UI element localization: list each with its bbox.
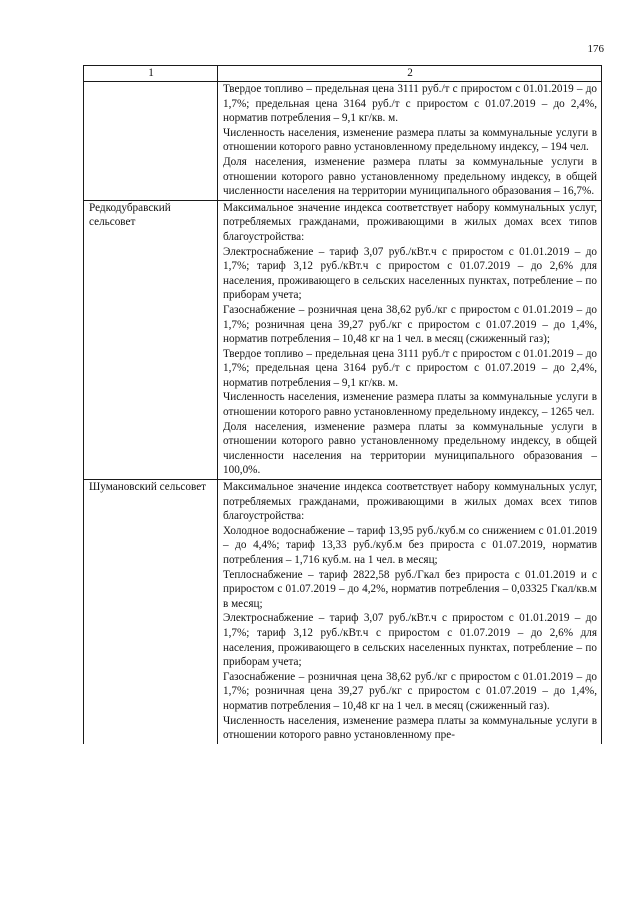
paragraph: Максимальное значение индекса соответствует набору коммунальных услуг, потребляемых гражданами, проживающими в жилых домах всех типов благоустройства: [223,481,597,523]
paragraph: Численность населения, изменение размера платы за коммунальные услуги в отношении которого равно установленному пре- [223,714,597,742]
header-col-1: 1 [84,66,218,82]
tariff-table [83,65,602,744]
page-number: 176 [587,43,604,55]
table-row [84,200,602,479]
paragraph: Доля населения, изменение размера платы за коммунальные услуги в отношении которого равно установленному предельному индексу, в общей численности населения на территории муниципального образования – 16,7%. [223,155,597,198]
description-cell [218,200,602,479]
paragraph: Максимальное значение индекса соответствует набору коммунальных услуг, потребляемых гражданами, проживающими в жилых домах всех типов благоустройства: [223,201,597,243]
description-cell [218,480,602,744]
paragraph: Холодное водоснабжение – тариф 13,95 руб./куб.м со снижением с 01.01.2019 – до 4,4%; тариф 13,33 руб./куб.м без прироста с 01.07.2019, норматив потребления – 1,716 куб.м. на 1 чел. в месяц; [223,524,597,566]
paragraph: Теплоснабжение – тариф 2822,58 руб./Гкал без прироста с 01.01.2019 и с приростом с 01.07.2019 – до 4,2%, норматив потребления – 0,03325 Гкал/кв.м в месяц; [223,568,597,610]
table-row [84,82,602,201]
paragraph: Электроснабжение – тариф 3,07 руб./кВт.ч с приростом с 01.01.2019 – до 1,7%; тариф 3,12 руб./кВт.ч с приростом с 01.07.2019 – до 2,6% для населения, проживающего в сельских населенных пунктах, потребление – по приборам учета; [223,245,597,302]
description-cell [218,82,602,201]
municipality-cell: Редкодубравский сельсовет [84,200,218,479]
municipality-cell: Шумановский сельсовет [84,480,218,744]
table-row [84,480,602,744]
paragraph: Численность населения, изменение размера платы за коммунальные услуги в отношении которого равно установленному предельному индексу, – 1265 чел. [223,391,597,419]
paragraph: Твердое топливо – предельная цена 3111 руб./т с приростом с 01.01.2019 – до 1,7%; предельная цена 3164 руб./т с приростом с 01.07.2019 – до 2,4%, норматив потребления – 9,1 кг/кв. м. [223,83,597,125]
table-header-row [84,66,602,82]
paragraph: Доля населения, изменение размера платы за коммунальные услуги в отношении которого равно установленному предельному индексу, в общей численности населения на территории муниципального образования – 100,0%. [223,420,597,477]
municipality-cell [84,82,218,201]
paragraph: Газоснабжение – розничная цена 38,62 руб./кг с приростом с 01.01.2019 – до 1,7%; розничная цена 39,27 руб./кг с приростом с 01.07.2019 – до 1,4%, норматив потребления – 10,48 кг на 1 чел. в месяц (сжиженный газ). [223,670,597,712]
header-col-2: 2 [218,66,602,82]
paragraph: Твердое топливо – предельная цена 3111 руб./т с приростом с 01.01.2019 – до 1,7%; предельная цена 3164 руб./т с приростом с 01.07.2019 – до 2,4%, норматив потребления – 9,1 кг/кв. м. [223,347,597,389]
paragraph: Электроснабжение – тариф 3,07 руб./кВт.ч с приростом с 01.01.2019 – до 1,7%; тариф 3,12 руб./кВт.ч с приростом с 01.07.2019 – до 2,6% для населения, проживающего в сельских населенных пунктах, потребление – по приборам учета; [223,612,597,669]
paragraph: Газоснабжение – розничная цена 38,62 руб./кг с приростом с 01.01.2019 – до 1,7%; розничная цена 39,27 руб./кг с приростом с 01.07.2019 – до 1,4%, норматив потребления – 10,48 кг на 1 чел. в месяц (сжиженный газ); [223,303,597,346]
paragraph: Численность населения, изменение размера платы за коммунальные услуги в отношении которого равно установленному предельному индексу, – 194 чел. [223,126,597,154]
